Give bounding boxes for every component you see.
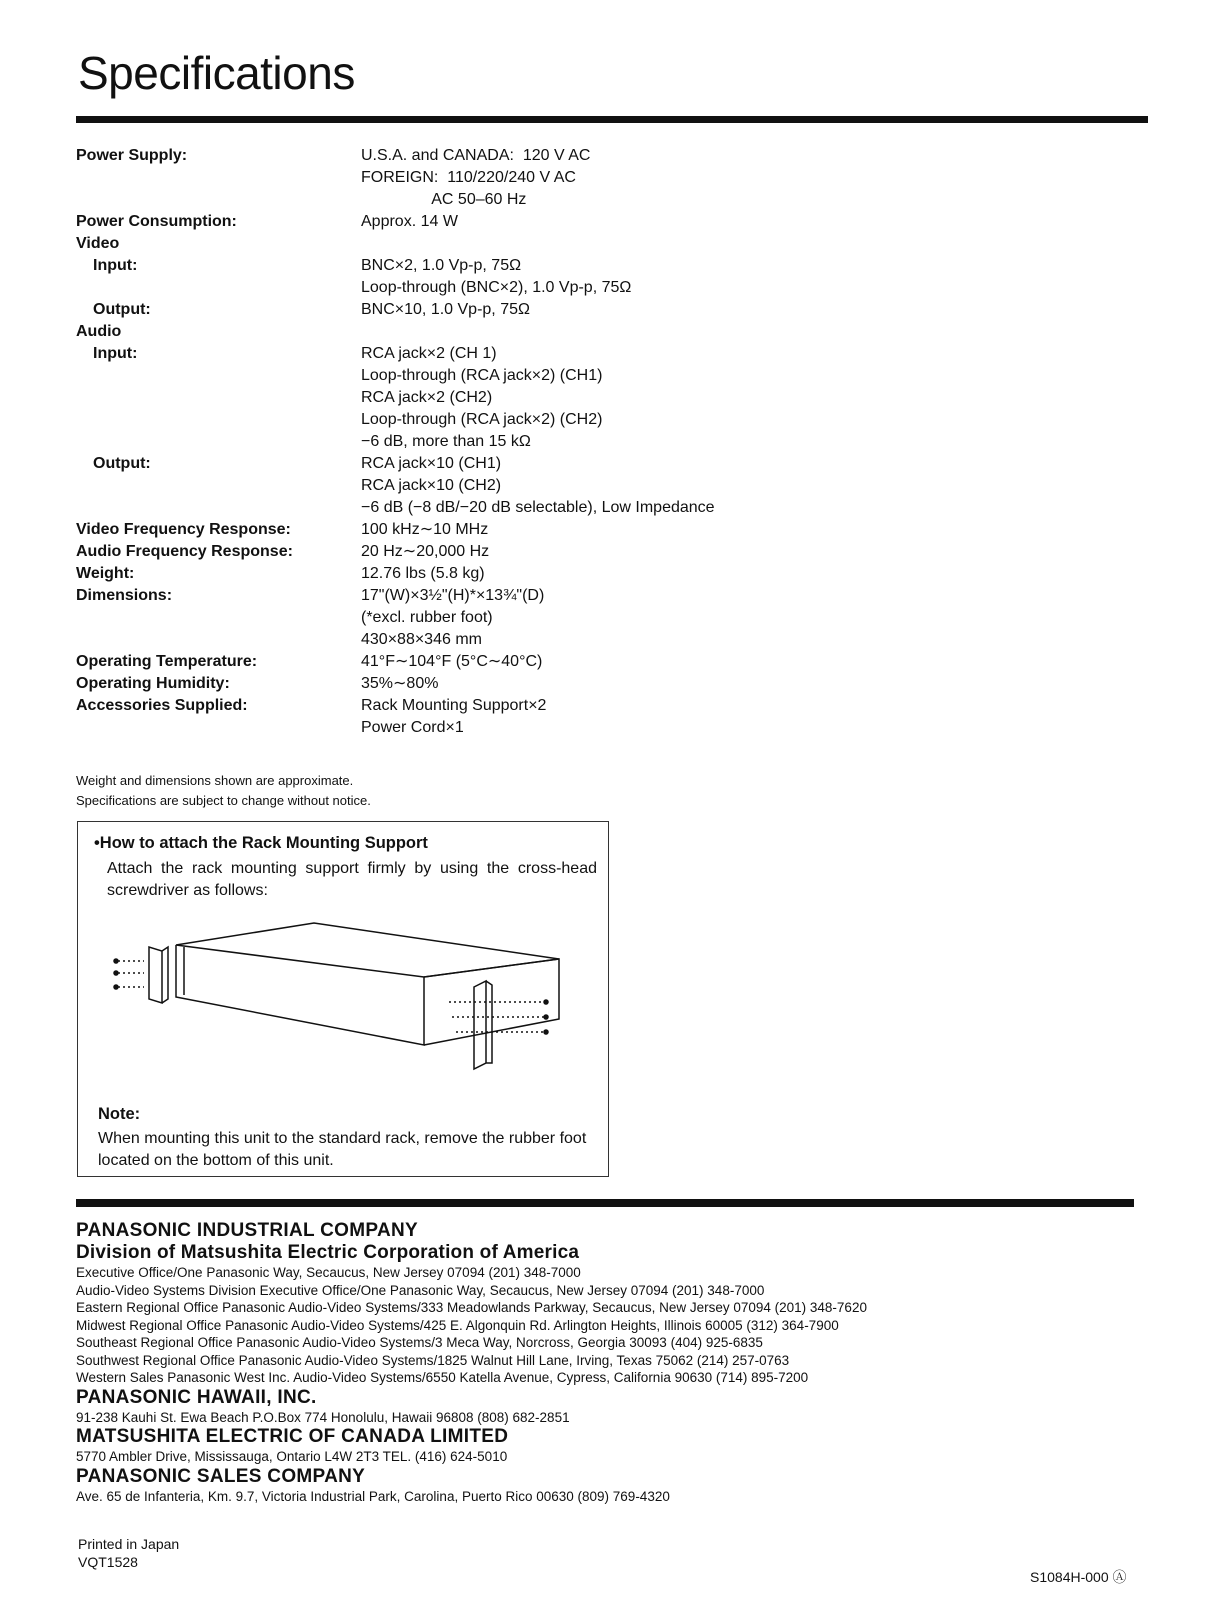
spec-values — [361, 563, 836, 585]
spec-label: Accessories Supplied: — [76, 697, 248, 714]
spec-row — [76, 541, 836, 563]
page-title: Specifications — [78, 47, 355, 99]
right-bracket-icon — [474, 981, 492, 1069]
spec-row — [76, 563, 836, 585]
spec-row — [76, 343, 836, 453]
note-change: Specifications are subject to change without notice. — [76, 793, 371, 808]
spec-values — [361, 519, 836, 541]
company-address-line: Southeast Regional Office Panasonic Audio-Video Systems/3 Meca Way, Norcross, Georgia 30093 (404) 925-6835 — [76, 1335, 763, 1350]
spec-values — [361, 233, 836, 255]
company-address-line: Southwest Regional Office Panasonic Audio-Video Systems/1825 Walnut Hill Lane, Irving, Texas 75062 (214) 257-0763 — [76, 1352, 790, 1368]
spec-value: Loop-through (RCA jack×2) (CH1) — [361, 367, 603, 384]
title-rule — [76, 116, 1148, 123]
spec-label: Output: — [93, 301, 151, 318]
spec-label: Audio — [76, 323, 122, 340]
spec-value: AC 50–60 Hz — [361, 191, 527, 208]
company-address-line: Audio-Video Systems Division Executive Office/One Panasonic Way, Secaucus, New Jersey 07094 (201) 348-7000 — [76, 1282, 765, 1298]
spec-values — [361, 673, 836, 695]
spec-values — [361, 695, 836, 739]
spec-value: 12.76 lbs (5.8 kg) — [361, 565, 485, 582]
spec-row — [76, 695, 836, 739]
spec-value: 41°F∼104°F (5°C∼40°C) — [361, 653, 543, 670]
printed-in: Printed in Japan — [78, 1536, 180, 1552]
company-address-line: Eastern Regional Office Panasonic Audio-Video Systems/333 Meadowlands Parkway, Secaucus, New Jersey 07094 (201) 348-7620 — [76, 1300, 867, 1315]
spec-values — [361, 453, 836, 519]
spec-row — [76, 299, 836, 321]
spec-label: Weight: — [76, 565, 135, 582]
spec-value: RCA jack×2 (CH2) — [361, 389, 493, 406]
note-body: When mounting this unit to the standard rack, remove the rubber foot located on the bottom of this unit. — [98, 1130, 587, 1169]
spec-value: Loop-through (BNC×2), 1.0 Vp-p, 75Ω — [361, 279, 632, 296]
spec-value — [361, 233, 836, 255]
spec-value: −6 dB (−8 dB/−20 dB selectable), Low Impedance — [361, 499, 715, 516]
spec-label: Power Consumption: — [76, 213, 237, 230]
spec-values — [361, 651, 836, 673]
spec-values — [361, 299, 836, 321]
spec-label: Input: — [93, 257, 138, 274]
company-name: PANASONIC SALES COMPANY — [76, 1465, 366, 1487]
rack-mount-box — [77, 821, 609, 1177]
spec-values — [361, 255, 836, 299]
spec-row — [76, 585, 836, 651]
company-name: PANASONIC INDUSTRIAL COMPANY — [76, 1220, 418, 1241]
company-address-line: Executive Office/One Panasonic Way, Secaucus, New Jersey 07094 (201) 348-7000 — [76, 1265, 581, 1280]
note-approximate: Weight and dimensions shown are approximate. — [76, 773, 354, 788]
spec-values — [361, 145, 836, 211]
spec-value — [361, 321, 836, 343]
spec-value: BNC×10, 1.0 Vp-p, 75Ω — [361, 301, 530, 318]
spec-notes — [76, 771, 371, 811]
rack-mount-instructions: Attach the rack mounting support firmly by using the cross-head screwdriver as follows: — [107, 860, 597, 899]
spec-values — [361, 321, 836, 343]
spec-value: Approx. 14 W — [361, 213, 458, 230]
left-bracket-icon — [149, 947, 168, 1003]
document-code: VQT1528 — [78, 1554, 138, 1570]
spec-value: 35%∼80% — [361, 675, 439, 692]
company-address-line: Midwest Regional Office Panasonic Audio-Video Systems/425 E. Algonquin Rd. Arlington Heights, Illinois 60005 (312) 364-7900 — [76, 1317, 839, 1333]
spec-values — [361, 541, 836, 563]
spec-values — [361, 343, 836, 453]
spec-value: (*excl. rubber foot) — [361, 609, 493, 626]
spec-value: Loop-through (RCA jack×2) (CH2) — [361, 411, 603, 428]
spec-row — [76, 211, 836, 233]
spec-row — [76, 321, 836, 343]
rack-mount-heading: •How to attach the Rack Mounting Support — [94, 834, 428, 852]
spec-label: Video — [76, 235, 120, 252]
spec-value: 100 kHz∼10 MHz — [361, 521, 489, 538]
company-name: PANASONIC HAWAII, INC. — [76, 1386, 317, 1408]
spec-value: Rack Mounting Support×2 — [361, 697, 547, 714]
footer-rule — [76, 1199, 1134, 1207]
note-label: Note: — [98, 1105, 141, 1123]
company-directory — [76, 1220, 1176, 1505]
spec-table — [76, 145, 836, 739]
spec-values — [361, 211, 836, 233]
spec-label: Dimensions: — [76, 587, 173, 604]
company-name: MATSUSHITA ELECTRIC OF CANADA LIMITED — [76, 1426, 509, 1447]
spec-row — [76, 453, 836, 519]
spec-label: Output: — [93, 455, 151, 472]
spec-row — [76, 255, 836, 299]
spec-value: BNC×2, 1.0 Vp-p, 75Ω — [361, 257, 522, 274]
spec-label: Input: — [93, 345, 138, 362]
spec-value: Power Cord×1 — [361, 719, 464, 736]
spec-values — [361, 585, 836, 651]
spec-value: 430×88×346 mm — [361, 631, 482, 648]
spec-label: Operating Temperature: — [76, 653, 258, 670]
rack-mount-diagram — [104, 917, 574, 1102]
spec-label: Video Frequency Response: — [76, 521, 291, 538]
spec-row — [76, 673, 836, 695]
spec-row — [76, 651, 836, 673]
spec-label: Power Supply: — [76, 147, 188, 164]
company-address-line: 91-238 Kauhi St. Ewa Beach P.O.Box 774 Honolulu, Hawaii 96808 (808) 682-2851 — [76, 1409, 570, 1425]
spec-value: −6 dB, more than 15 kΩ — [361, 433, 531, 450]
spec-value: RCA jack×2 (CH 1) — [361, 345, 497, 362]
spec-row — [76, 233, 836, 255]
company-address-line: Ave. 65 de Infanteria, Km. 9.7, Victoria Industrial Park, Carolina, Puerto Rico 00630 (809) 769-4320 — [76, 1488, 670, 1504]
spec-value: RCA jack×10 (CH2) — [361, 477, 502, 494]
spec-value: 17"(W)×3½"(H)*×13¾"(D) — [361, 587, 545, 604]
spec-value: FOREIGN: 110/220/240 V AC — [361, 169, 576, 186]
company-address-line: 5770 Ambler Drive, Mississauga, Ontario L4W 2T3 TEL. (416) 624-5010 — [76, 1449, 508, 1464]
spec-value: RCA jack×10 (CH1) — [361, 455, 502, 472]
spec-label: Audio Frequency Response: — [76, 543, 293, 560]
company-address-line: Western Sales Panasonic West Inc. Audio-Video Systems/6550 Katella Avenue, Cypress, California 90630 (714) 895-7200 — [76, 1370, 809, 1385]
company-name: Division of Matsushita Electric Corporation of America — [76, 1242, 580, 1263]
spec-label: Operating Humidity: — [76, 675, 230, 692]
spec-row — [76, 519, 836, 541]
spec-value: U.S.A. and CANADA: 120 V AC — [361, 147, 591, 164]
print-info — [78, 1535, 179, 1571]
spec-row — [76, 145, 836, 211]
spec-value: 20 Hz∼20,000 Hz — [361, 543, 490, 560]
part-number: S1084H-000 Ⓐ — [1030, 1569, 1127, 1585]
